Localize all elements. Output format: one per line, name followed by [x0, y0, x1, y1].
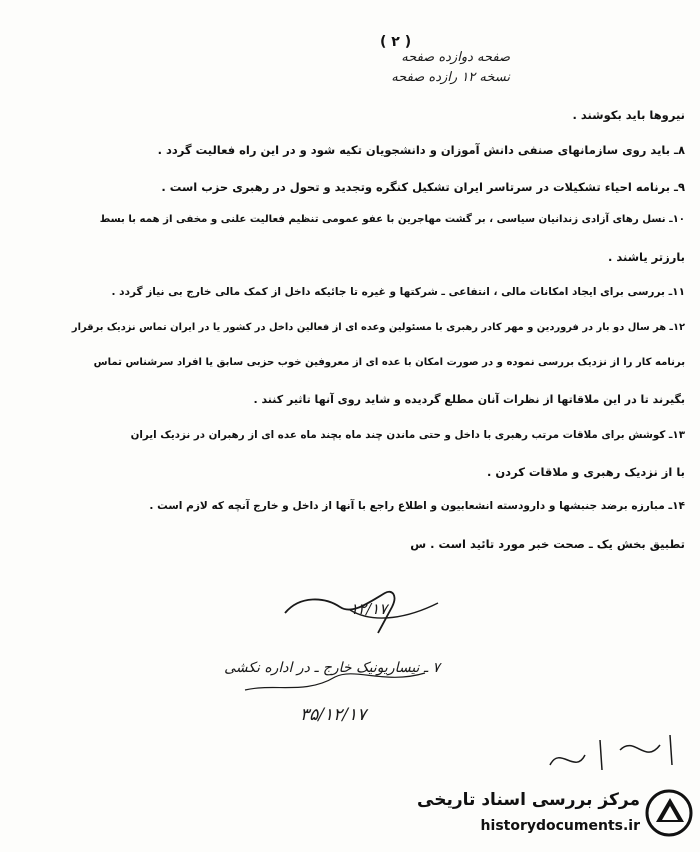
typed-line: ۱۴ـ مبارزه برضد جنبشها و دارودسته انشعابیون و اطلاع راجع با آنها از داخل و خارج آنچه که لازم است .	[149, 500, 685, 512]
signature-date: ۱۲/۱۷	[350, 600, 388, 618]
signature-date: ۳۵/۱۲/۱۷	[300, 705, 367, 725]
handwritten-annotation: نسخه ۱۲ رازده صفحه	[391, 70, 510, 85]
typed-line: ۱۲ـ هر سال دو بار در فروردین و مهر کادر رهبری با مسئولین وعده ای از فعالین داخل در کشور یا در ایران تماس نزدیک برقرار	[71, 322, 685, 333]
typed-line: ۸ـ باید روی سازمانهای صنفی دانش آموزان و دانشجویان تکیه شود و در این راه فعالیت گردد .	[157, 143, 685, 157]
signature-text: ۷ ـ نیساریونیک خارج ـ در اداره نکشی	[224, 660, 440, 676]
watermark-url: historydocuments.ir	[480, 818, 640, 834]
typed-line: با از نزدیک رهبری و ملاقات کردن .	[486, 465, 685, 479]
watermark	[417, 778, 698, 848]
archive-logo-icon	[644, 784, 694, 842]
page-number: ( ۲ )	[380, 34, 412, 50]
handwritten-annotation: صفحه دوازده صفحه	[401, 50, 510, 65]
typed-line: ۹ـ برنامه احیاء تشکیلات در سرتاسر ایران تشکیل کنگره وتجدید و تحول در رهبری حزب است .	[161, 180, 685, 194]
typed-line: برنامه کار را از نزدیک بررسی نموده و در صورت امکان با عده ای از معروفین خوب حزبی سابق یا افراد سرشناس تماس	[93, 357, 685, 368]
typed-line: تطبیق بخش یک ـ صحت خبر مورد تائید است . س	[410, 537, 685, 551]
typed-line: نیروها باید بکوشند .	[572, 108, 685, 122]
watermark-title: مرکز بررسی اسناد تاریخی	[417, 790, 640, 810]
typed-line: ۱۰ـ نسل رهای آزادی زندانیان سیاسی ، بر گشت مهاجرین با عفو عمومی تنظیم فعالیت علنی و مخفی از همه با بسط	[99, 214, 685, 225]
typed-line: بگیرند تا در این ملاقاتها از نظرات آنان مطلع گردیده و شاید روی آنها تاثیر کنند .	[253, 393, 685, 406]
typed-line: ۱۱ـ بررسی برای ایجاد امکانات مالی ، انتفاعی ـ شرکتها و غیره تا جائیکه داخل از کمک مالی خارج بی نیاز گردد .	[111, 286, 685, 298]
typed-line: بارزتر یاشند .	[607, 250, 685, 264]
typed-line: ۱۳ـ کوشش برای ملاقات مرتب رهبری با داخل و حتی ماندن چند ماه بچند ماه عده ای از رهبران در نزدیک ایران	[130, 429, 685, 441]
